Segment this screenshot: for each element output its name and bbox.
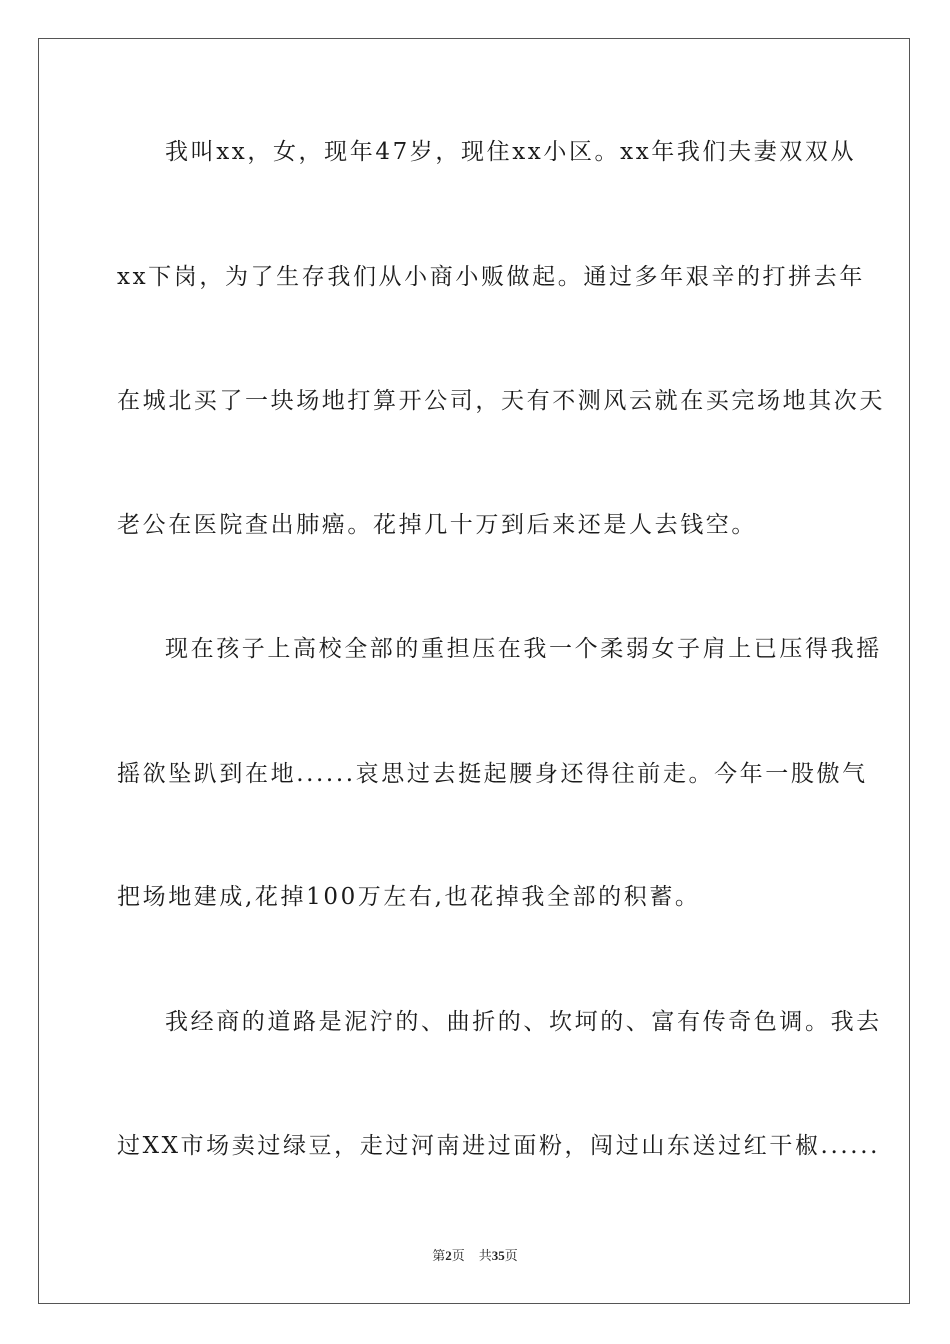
- paragraph-1-line-3: 在城北买了一块场地打算开公司，天有不测风云就在买完场地其次天: [117, 388, 885, 414]
- paragraph-1-line-2: xx下岗，为了生存我们从小商小贩做起。通过多年艰辛的打拼去年: [117, 264, 865, 290]
- total-pages: 35: [491, 1248, 505, 1263]
- total-suffix: 页: [504, 1248, 518, 1263]
- page-footer: [0, 1247, 950, 1265]
- paragraph-3-line-2: 过XX市场卖过绿豆，走过河南进过面粉，闯过山东送过红干椒......: [117, 1133, 881, 1159]
- page-prefix: 第: [432, 1248, 446, 1263]
- total-prefix: 共: [478, 1248, 492, 1263]
- page-border: [38, 38, 910, 1304]
- page-number: 2: [445, 1248, 452, 1263]
- paragraph-1-line-1: 我叫xx，女，现年47岁，现住xx小区。xx年我们夫妻双双从: [165, 139, 857, 165]
- paragraph-2-line-1: 现在孩子上高校全部的重担压在我一个柔弱女子肩上已压得我摇: [165, 636, 882, 662]
- paragraph-1-line-4: 老公在医院查出肺癌。花掉几十万到后来还是人去钱空。: [117, 512, 757, 538]
- page-suffix: 页: [451, 1248, 465, 1263]
- paragraph-3-line-1: 我经商的道路是泥泞的、曲折的、坎坷的、富有传奇色调。我去: [165, 1009, 882, 1035]
- paragraph-2-line-3: 把场地建成,花掉100万左右,也花掉我全部的积蓄。: [117, 884, 701, 910]
- paragraph-2-line-2: 摇欲坠趴到在地......哀思过去挺起腰身还得往前走。今年一股傲气: [117, 761, 868, 787]
